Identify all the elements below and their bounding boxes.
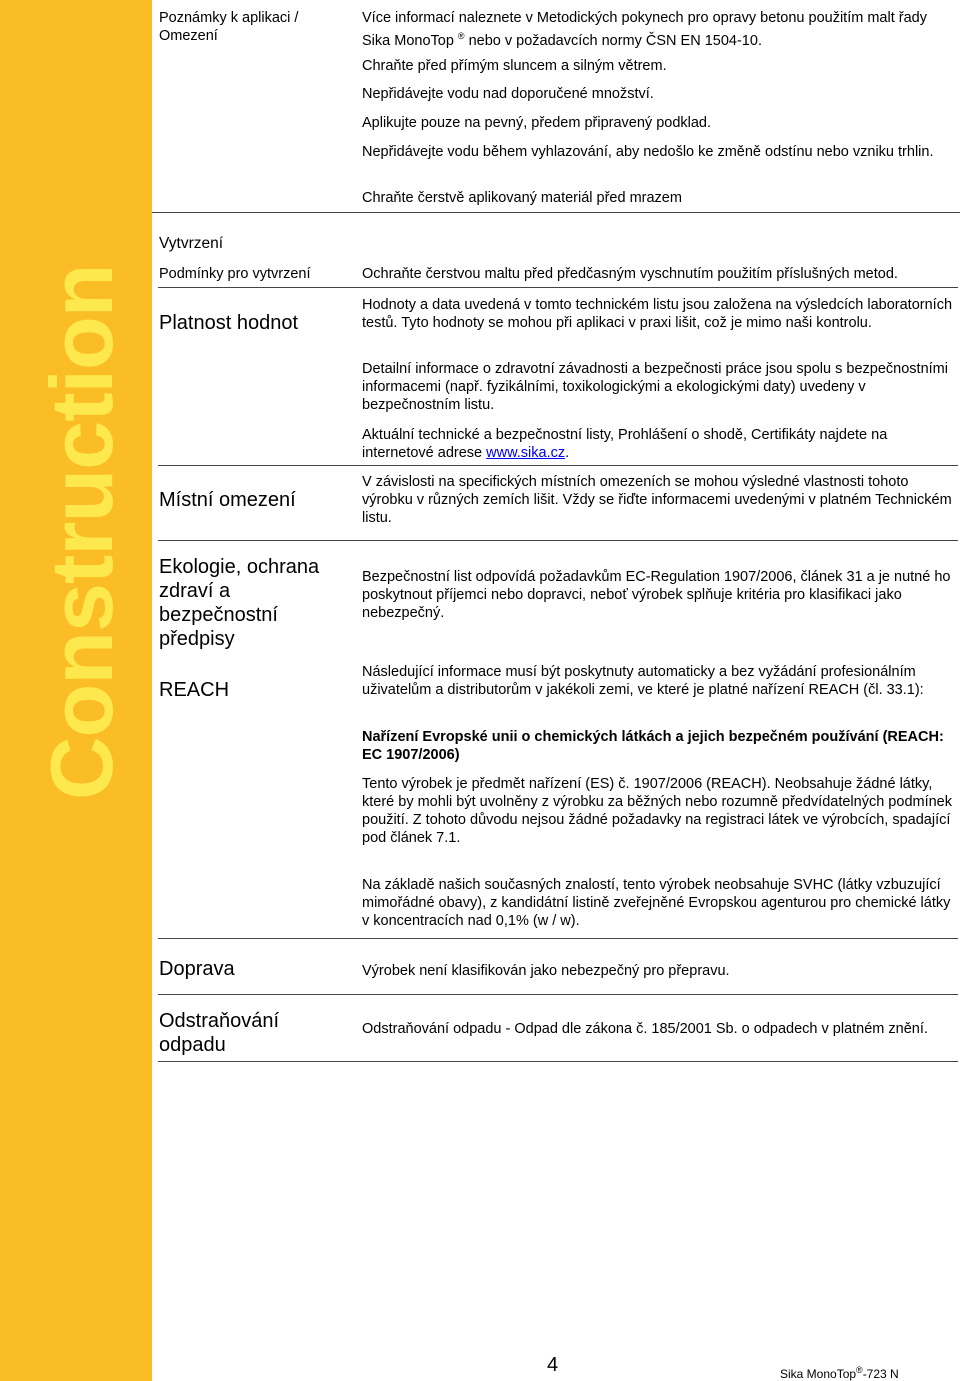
product-name: Sika MonoTop®-723 N	[780, 1365, 899, 1381]
curing-text: Ochraňte čerstvou maltu před předčasným vyschnutím použitím příslušných metod.	[362, 266, 898, 282]
ecology-text: Bezpečnostní list odpovídá požadavkům EC-Regulation 1907/2006, článek 31 a je nutné ho poskytnout příjemci nebo dopravci, neboť výrobek splňuje kritéria pro klasifikaci jako nebezpečný.	[362, 569, 951, 621]
reach-label: REACH	[159, 679, 230, 701]
notes-line-2: Chraňte před přímým sluncem a silným větrem.	[362, 58, 667, 74]
local-text: V závislosti na specifických místních omezeních se mohou výsledné vlastnosti tohoto výrobku v různých zemích lišit. Vždy se řiďte informacemi uvedenými v platném Technickém listu.	[362, 474, 952, 526]
reach-p3: Tento výrobek je předmět nařízení (ES) č. 1907/2006 (REACH). Neobsahuje žádné látky, které by mohli být uvolněny z výrobku za běžných nebo rozumně předvídatelných podmínek použití. Z tohoto důvodu nejsou žádné požadavky na registraci látek ve výrobcích, spadající pod článek 7.1.	[362, 776, 952, 846]
local-divider	[158, 540, 958, 541]
validity-text: Hodnoty a data uvedená v tomto technickém listu jsou založena na výsledcích laboratorních testů. Tyto hodnoty se mohou při aplikaci v praxi lišit, což je mimo naši kontrolu.	[362, 297, 953, 331]
notes-label: Poznámky k aplikaci / Omezení	[159, 10, 299, 44]
transport-divider	[158, 994, 958, 995]
validity-divider	[158, 465, 958, 466]
sika-website-link[interactable]: www.sika.cz	[486, 445, 566, 461]
ecology-label: Ekologie, ochrana zdraví a bezpečnostní předpisy	[159, 556, 320, 650]
transport-text: Výrobek není klasifikován jako nebezpečný pro přepravu.	[362, 963, 730, 979]
health-info-text: Detailní informace o zdravotní závadnosti a bezpečnosti práce jsou spolu s bezpečnostními informacemi (např. fyzikálními, toxikologickými a ekologickými daty) uvedeny v bezpečnostním listu.	[362, 361, 948, 413]
page-number: 4	[547, 1354, 559, 1376]
local-label: Místní omezení	[159, 489, 296, 511]
transport-label: Doprava	[159, 958, 235, 980]
validity-label: Platnost hodnot	[159, 312, 298, 334]
current-sheets-text: Aktuální technické a bezpečnostní listy, Prohlášení o shodě, Certifikáty najdete na internetové adrese www.sika.cz.	[362, 427, 888, 461]
reach-p1: Následující informace musí být poskytnuty automaticky a bez vyžádání profesionálním uživatelům a distributorům v jakékoli zemi, ve které je platné nařízení REACH (čl. 33.1):	[362, 664, 924, 698]
notes-line-6: Chraňte čerstvě aplikovaný materiál před mrazem	[362, 190, 682, 206]
reach-p2: Nařízení Evropské unii o chemických látkách a jejich bezpečném používání (REACH: EC 1907/2006)	[362, 729, 944, 763]
notes-line-3: Nepřidávejte vodu nad doporučené množství.	[362, 86, 654, 102]
section-divider	[152, 212, 960, 213]
reach-p4: Na základě našich současných znalostí, tento výrobek neobsahuje SVHC (látky vzbuzující mimořádné obavy), z kandidátní listině zveřejněné Evropskou agenturou pro chemické látky v koncentracích nad 0,1% (w / w).	[362, 877, 951, 929]
brand-sidebar	[0, 0, 152, 1381]
notes-line-5: Nepřidávejte vodu během vyhlazování, aby nedošlo ke změně odstínu nebo vzniku trhlin.	[362, 144, 934, 160]
notes-line-4: Aplikujte pouze na pevný, předem připravený podklad.	[362, 115, 712, 131]
reach-divider	[158, 938, 958, 939]
curing-label: Podmínky pro vytvrzení	[159, 266, 311, 282]
disposal-divider	[158, 1061, 958, 1062]
curing-heading: Vytvrzení	[159, 235, 224, 252]
disposal-label: Odstraňování odpadu	[159, 1010, 280, 1056]
disposal-text: Odstraňování odpadu - Odpad dle zákona č. 185/2001 Sb. o odpadech v platném znění.	[362, 1021, 928, 1037]
curing-divider	[158, 287, 958, 288]
brand-text: Construction	[32, 264, 131, 800]
notes-line-1: Více informací naleznete v Metodických pokynech pro opravy betonu použitím malt řady Sika MonoTop ® nebo v požadavcích normy ČSN EN 1504-10.	[362, 10, 927, 49]
